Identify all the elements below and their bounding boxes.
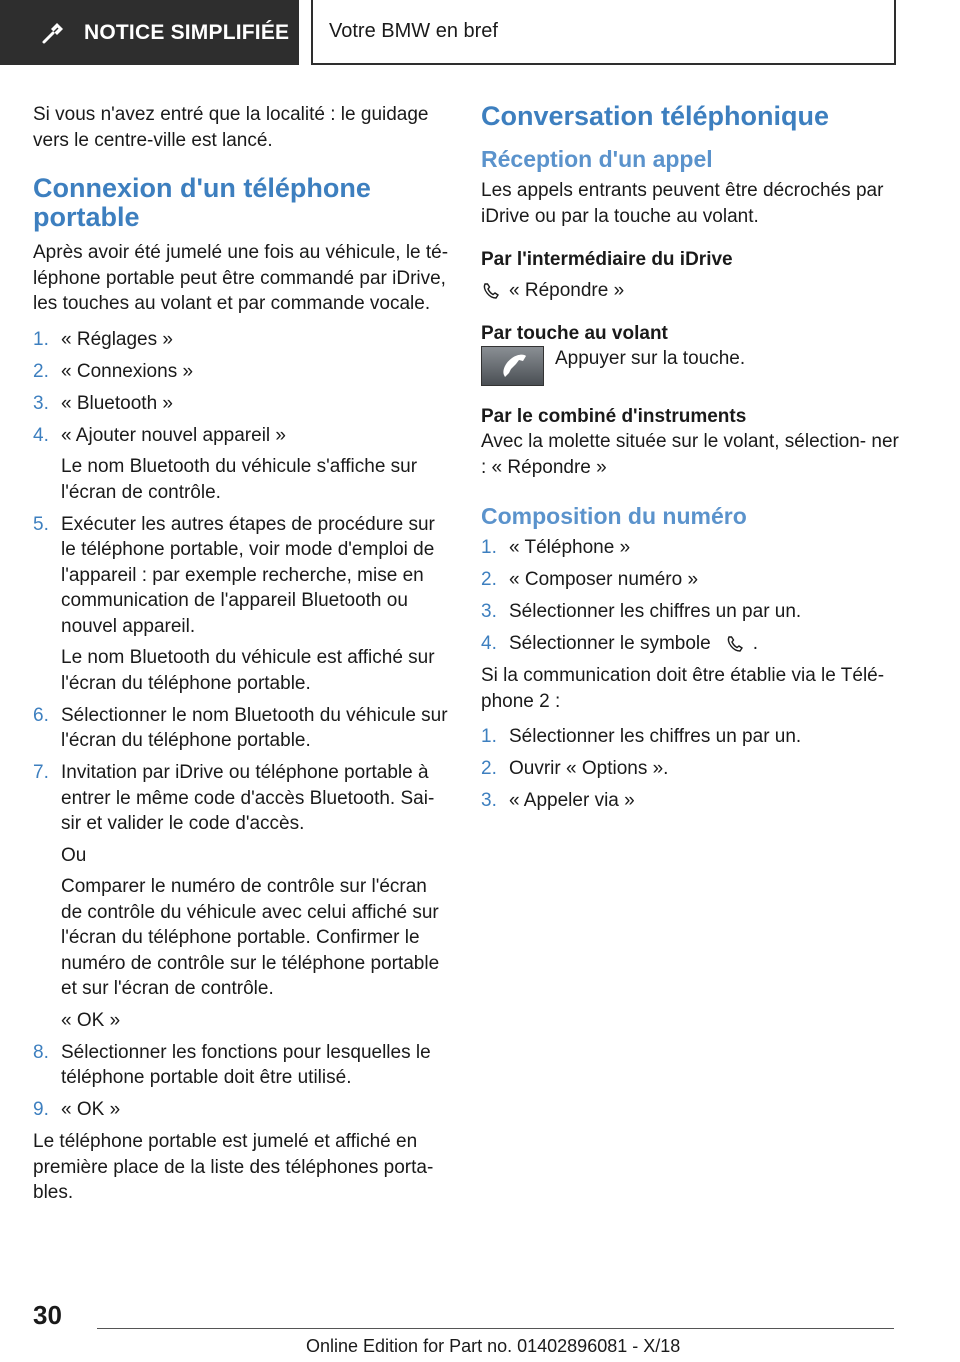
step-number: 2. [33,360,49,382]
step-number: 9. [33,1099,49,1120]
step-number: 1. [33,328,49,350]
step-note: Le nom Bluetooth du véhicule est affiché sur l'écran du téléphone portable. [61,647,435,694]
step-text: Ouvrir « Options ». [509,758,669,779]
phone2-paragraph: Si la communication doit être établie via le Télé- phone 2 : [481,665,885,712]
phone2-steps [481,724,901,814]
step-text: « Bluetooth » [61,392,173,414]
list-item [33,1097,453,1123]
step-text: « Composer numéro » [509,569,699,590]
connexion-paragraph: Après avoir été jumelé une fois au véhicule, le té- léphone portable peut être commandé par iDrive, les touches au volant et par commande vocale. [33,242,449,314]
list-item [33,391,453,417]
step-number: 3. [481,790,497,811]
footer-edition: Online Edition for Part no. 01402896081 - X/18 [306,1336,681,1356]
list-item [33,760,453,1033]
step-number: 4. [33,424,49,446]
list-item [481,631,901,657]
heading-idrive: Par l'intermédiaire du iDrive [481,249,733,270]
step-text: « Appeler via » [509,790,635,811]
list-item [33,703,453,754]
step-number: 3. [481,601,497,622]
step-number: 8. [33,1041,49,1063]
step-text: « Connexions » [61,360,194,382]
wheel-action-text: Appuyer sur la touche. [555,348,746,369]
step-number: 5. [33,513,49,535]
footer-divider [97,1328,894,1329]
list-item [481,756,901,782]
step-number: 2. [481,758,497,779]
step-note: Le nom Bluetooth du véhicule s'affiche sur l'écran de contrôle. [61,456,418,503]
step-number: 3. [33,392,49,414]
list-item [33,1040,453,1091]
page-number: 30 [33,1300,62,1330]
step-number: 6. [33,704,49,726]
list-item [33,327,453,353]
outro-paragraph: Le téléphone portable est jumelé et affiché en première place de la liste des téléphones porta- bles. [33,1131,434,1203]
subheading-composition: Composition du numéro [481,503,747,529]
handset-icon [481,281,501,301]
step-text: Exécuter les autres étapes de procédure sur le téléphone portable, voir mode d'emploi de l'appareil : par exemple recherche, mise en communication de l'appareil Bluetooth ou nouvel appareil. [61,513,435,637]
step-suffix: . [752,633,758,654]
step-number: 7. [33,762,49,783]
subheading-reception: Réception d'un appel [481,146,713,172]
step-note: « OK » [61,1009,121,1031]
composition-steps [481,535,901,657]
section-heading-conversation: Conversation téléphonique [481,101,830,131]
step-text: Sélectionner les chiffres un par un. [509,601,802,622]
header-section-box [311,0,896,65]
list-item [481,599,901,625]
list-item [481,788,901,814]
step-text: « OK » [61,1099,121,1120]
step-text: « Réglages » [61,328,173,350]
intro-paragraph: Si vous n'avez entré que la localité : le guidage vers le centre-ville est lancé. [33,104,429,151]
step-number: 2. [481,569,497,590]
wheel-action-row [481,346,901,386]
cluster-paragraph: Avec la molette située sur le volant, sélection- ner : « Répondre » [481,431,899,478]
step-text: Invitation par iDrive ou téléphone portable à entrer le même code d'accès Bluetooth. Sai- sir et valider le code d'accès. [61,762,435,834]
step-text: « Téléphone » [509,537,631,558]
step-text: Sélectionner le nom Bluetooth du véhicule sur l'écran du téléphone portable. [61,704,448,751]
idrive-action-row [481,278,901,303]
step-text: Sélectionner les chiffres un par un. [509,726,802,747]
list-item [33,423,453,506]
step-number: 1. [481,537,497,558]
list-item [481,535,901,561]
phone-button-icon [481,346,544,386]
left-column [33,102,453,1206]
reception-paragraph: Les appels entrants peuvent être décrochés par iDrive ou par la touche au volant. [481,180,884,227]
list-item [33,359,453,385]
idrive-action-text: « Répondre » [509,280,625,301]
step-note: Comparer le numéro de contrôle sur l'écran de contrôle du véhicule avec celui affiché sur l'écran du téléphone portable. Confirmer le numéro de contrôle sur le téléphone portable et sur l'écran de contrôle. [61,876,440,999]
list-item [481,724,901,750]
step-text: « Ajouter nouvel appareil » [61,424,286,446]
handset-icon [725,634,745,654]
car-key-icon [40,20,66,46]
connexion-steps [33,327,453,1123]
heading-cluster: Par le combiné d'instruments [481,406,747,427]
list-item [33,512,453,697]
step-text: Sélectionner le symbole [509,633,711,654]
header-tab [0,0,299,65]
heading-wheel: Par touche au volant [481,323,668,344]
step-number: 1. [481,726,497,747]
step-number: 4. [481,633,497,654]
header-tab-label: NOTICE SIMPLIFIÉE [84,20,290,44]
header-section-title: Votre BMW en bref [329,20,498,42]
list-item [481,567,901,593]
section-heading-connexion: Connexion d'un téléphone portable [33,173,371,232]
step-text: Sélectionner les fonctions pour lesquelles le téléphone portable doit être utilisé. [61,1041,431,1088]
step-note: Ou [61,844,87,866]
right-column [481,102,901,820]
